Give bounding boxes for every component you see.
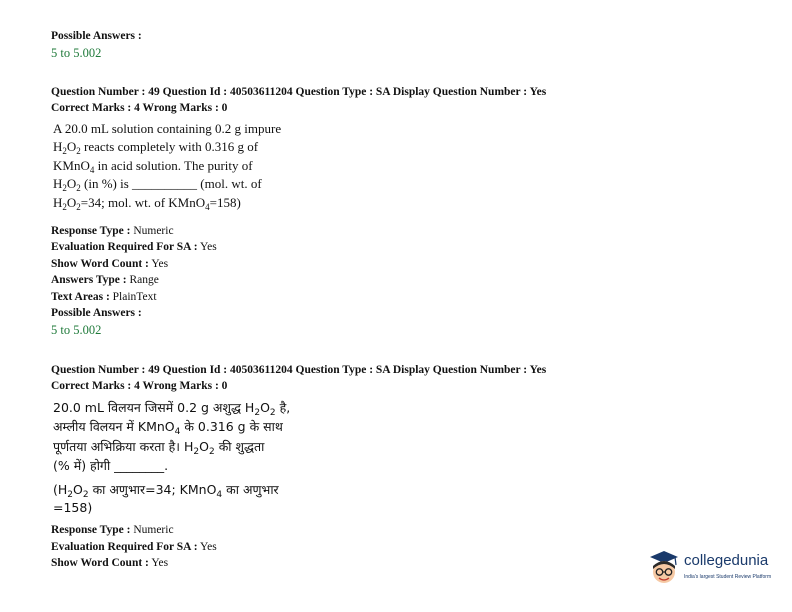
meta-row: Answers Type : Range — [51, 274, 159, 286]
logo-wordmark: collegedunia — [684, 552, 769, 569]
question-line: अम्लीय विलयन में KMnO$_4$ के 0.316 g के साथ — [53, 419, 283, 437]
answer-value: 5 to 5.002 — [51, 323, 102, 337]
question-line: $H_2O_2$ reacts completely with 0.316 g of — [53, 139, 259, 156]
logo-tagline: India's largest Student Review Platform — [684, 574, 772, 580]
meta-row: Response Type : Numeric — [51, 524, 174, 536]
meta-row: Response Type : Numeric — [51, 225, 174, 237]
meta-row: Show Word Count : Yes — [51, 557, 169, 569]
question-line: पूर्णतया अभिक्रिया करता है। $H_2O_2$ की शुद्धता — [53, 439, 265, 457]
possible-answers-value: 5 to 5.002 — [51, 46, 102, 60]
question-line: ($H_2O_2$ का अणुभार=34; KMnO$_4$ का अणुभार — [53, 482, 279, 500]
question-marks: Correct Marks : 4 Wrong Marks : 0 — [51, 380, 228, 392]
meta-row: Show Word Count : Yes — [51, 258, 169, 270]
meta-row: Evaluation Required For SA : Yes — [51, 541, 217, 553]
meta-row: Text Areas : PlainText — [51, 291, 157, 303]
question-line: (% में) होगी ________. — [53, 458, 169, 473]
question-line: A 20.0 mL solution containing 0.2 g impure — [53, 121, 282, 136]
meta-row: Evaluation Required For SA : Yes — [51, 241, 217, 253]
possible-answers-label: Possible Answers : — [51, 30, 142, 42]
question-line: $H_2O_2$ (in %) is __________ (mol. wt. of — [53, 176, 262, 193]
meta-row: Possible Answers : — [51, 307, 142, 319]
question-header: Question Number : 49 Question Id : 40503611204 Question Type : SA Display Question Number : Yes — [51, 86, 547, 98]
graduate-mascot-icon — [646, 548, 682, 588]
question-header: Question Number : 49 Question Id : 40503611204 Question Type : SA Display Question Number : Yes — [51, 364, 547, 376]
question-line: $H_2O_2=34$; mol. wt. of KMnO$_4$=158) — [53, 195, 241, 212]
question-line: 20.0 mL विलयन जिसमें 0.2 g अशुद्ध $H_2O_2$ है, — [53, 400, 291, 418]
collegedunia-logo[interactable] — [646, 546, 786, 592]
question-line: KMnO$_4$ in acid solution. The purity of — [53, 158, 253, 175]
question-marks: Correct Marks : 4 Wrong Marks : 0 — [51, 102, 228, 114]
question-line: =158) — [53, 500, 93, 515]
